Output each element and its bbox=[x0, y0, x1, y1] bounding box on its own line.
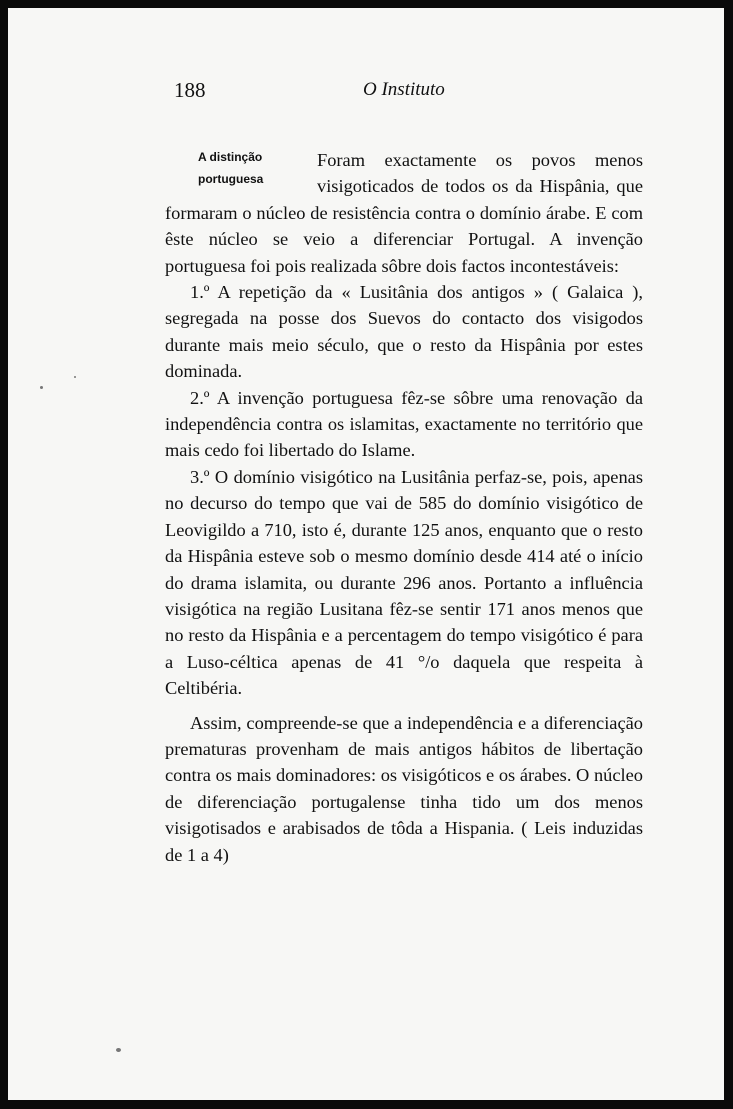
paper-speck bbox=[40, 386, 43, 389]
margin-note-line: portuguesa bbox=[198, 172, 264, 186]
margin-note-spacer bbox=[165, 147, 317, 199]
paragraph: 3.º O domínio visigótico na Lusitânia perfaz-se, pois, apenas no decurso do tempo que vai de 585 do domínio visigótico de Leovigildo a 710, isto é, durante 125 anos, enquanto que o resto da Hispânia esteve sob o mesmo domínio desde 414 até o início do drama islamita, ou durante 296 anos. Portanto a influência visigótica na região Lusitana fêz-se sentir 171 anos menos que no resto da Hispânia e a percentagem do tempo visigótico é para a Luso-céltica apenas de 41 °/o daquela que respeita à Celtibéria. bbox=[165, 466, 643, 699]
paragraph: 1.º A repetição da « Lusitânia dos antigos » ( Galaica ), segregada na posse dos Suevos do contacto dos visigodos durante mais meio século, que o resto da Hispânia por estes dominada. bbox=[165, 282, 643, 382]
margin-note-line: A distinção bbox=[198, 150, 263, 164]
body-text bbox=[165, 147, 643, 868]
running-title: O Instituto bbox=[363, 79, 445, 100]
book-page bbox=[8, 8, 724, 1100]
paper-speck bbox=[116, 1048, 121, 1052]
paragraph: 2.º A invenção portuguesa fêz-se sôbre uma renovação da independência contra os islamitas, exactamente no território que mais cedo foi libertado do Islame. bbox=[165, 387, 643, 461]
paragraph: Assim, compreende-se que a independência e a diferenciação prematuras provenham de mais antigos hábitos de libertação contra os mais dominadores: os visigóticos e os árabes. O núcleo de diferenciação portugalense tinha tido um dos menos visigotisados e arabisados de tôda a Hispania. ( Leis induzidas de 1 a 4) bbox=[165, 712, 643, 865]
page-number: 188 bbox=[174, 78, 206, 102]
paragraph: Foram exactamente os povos menos visigoticados de todos os da Hispânia, que formaram o núcleo de resistência contra o domínio árabe. E com êste núcleo se veio a diferenciar Portugal. A invenção portuguesa foi pois realizada sôbre dois factos incontestáveis: bbox=[165, 150, 643, 276]
paper-speck bbox=[74, 376, 76, 378]
